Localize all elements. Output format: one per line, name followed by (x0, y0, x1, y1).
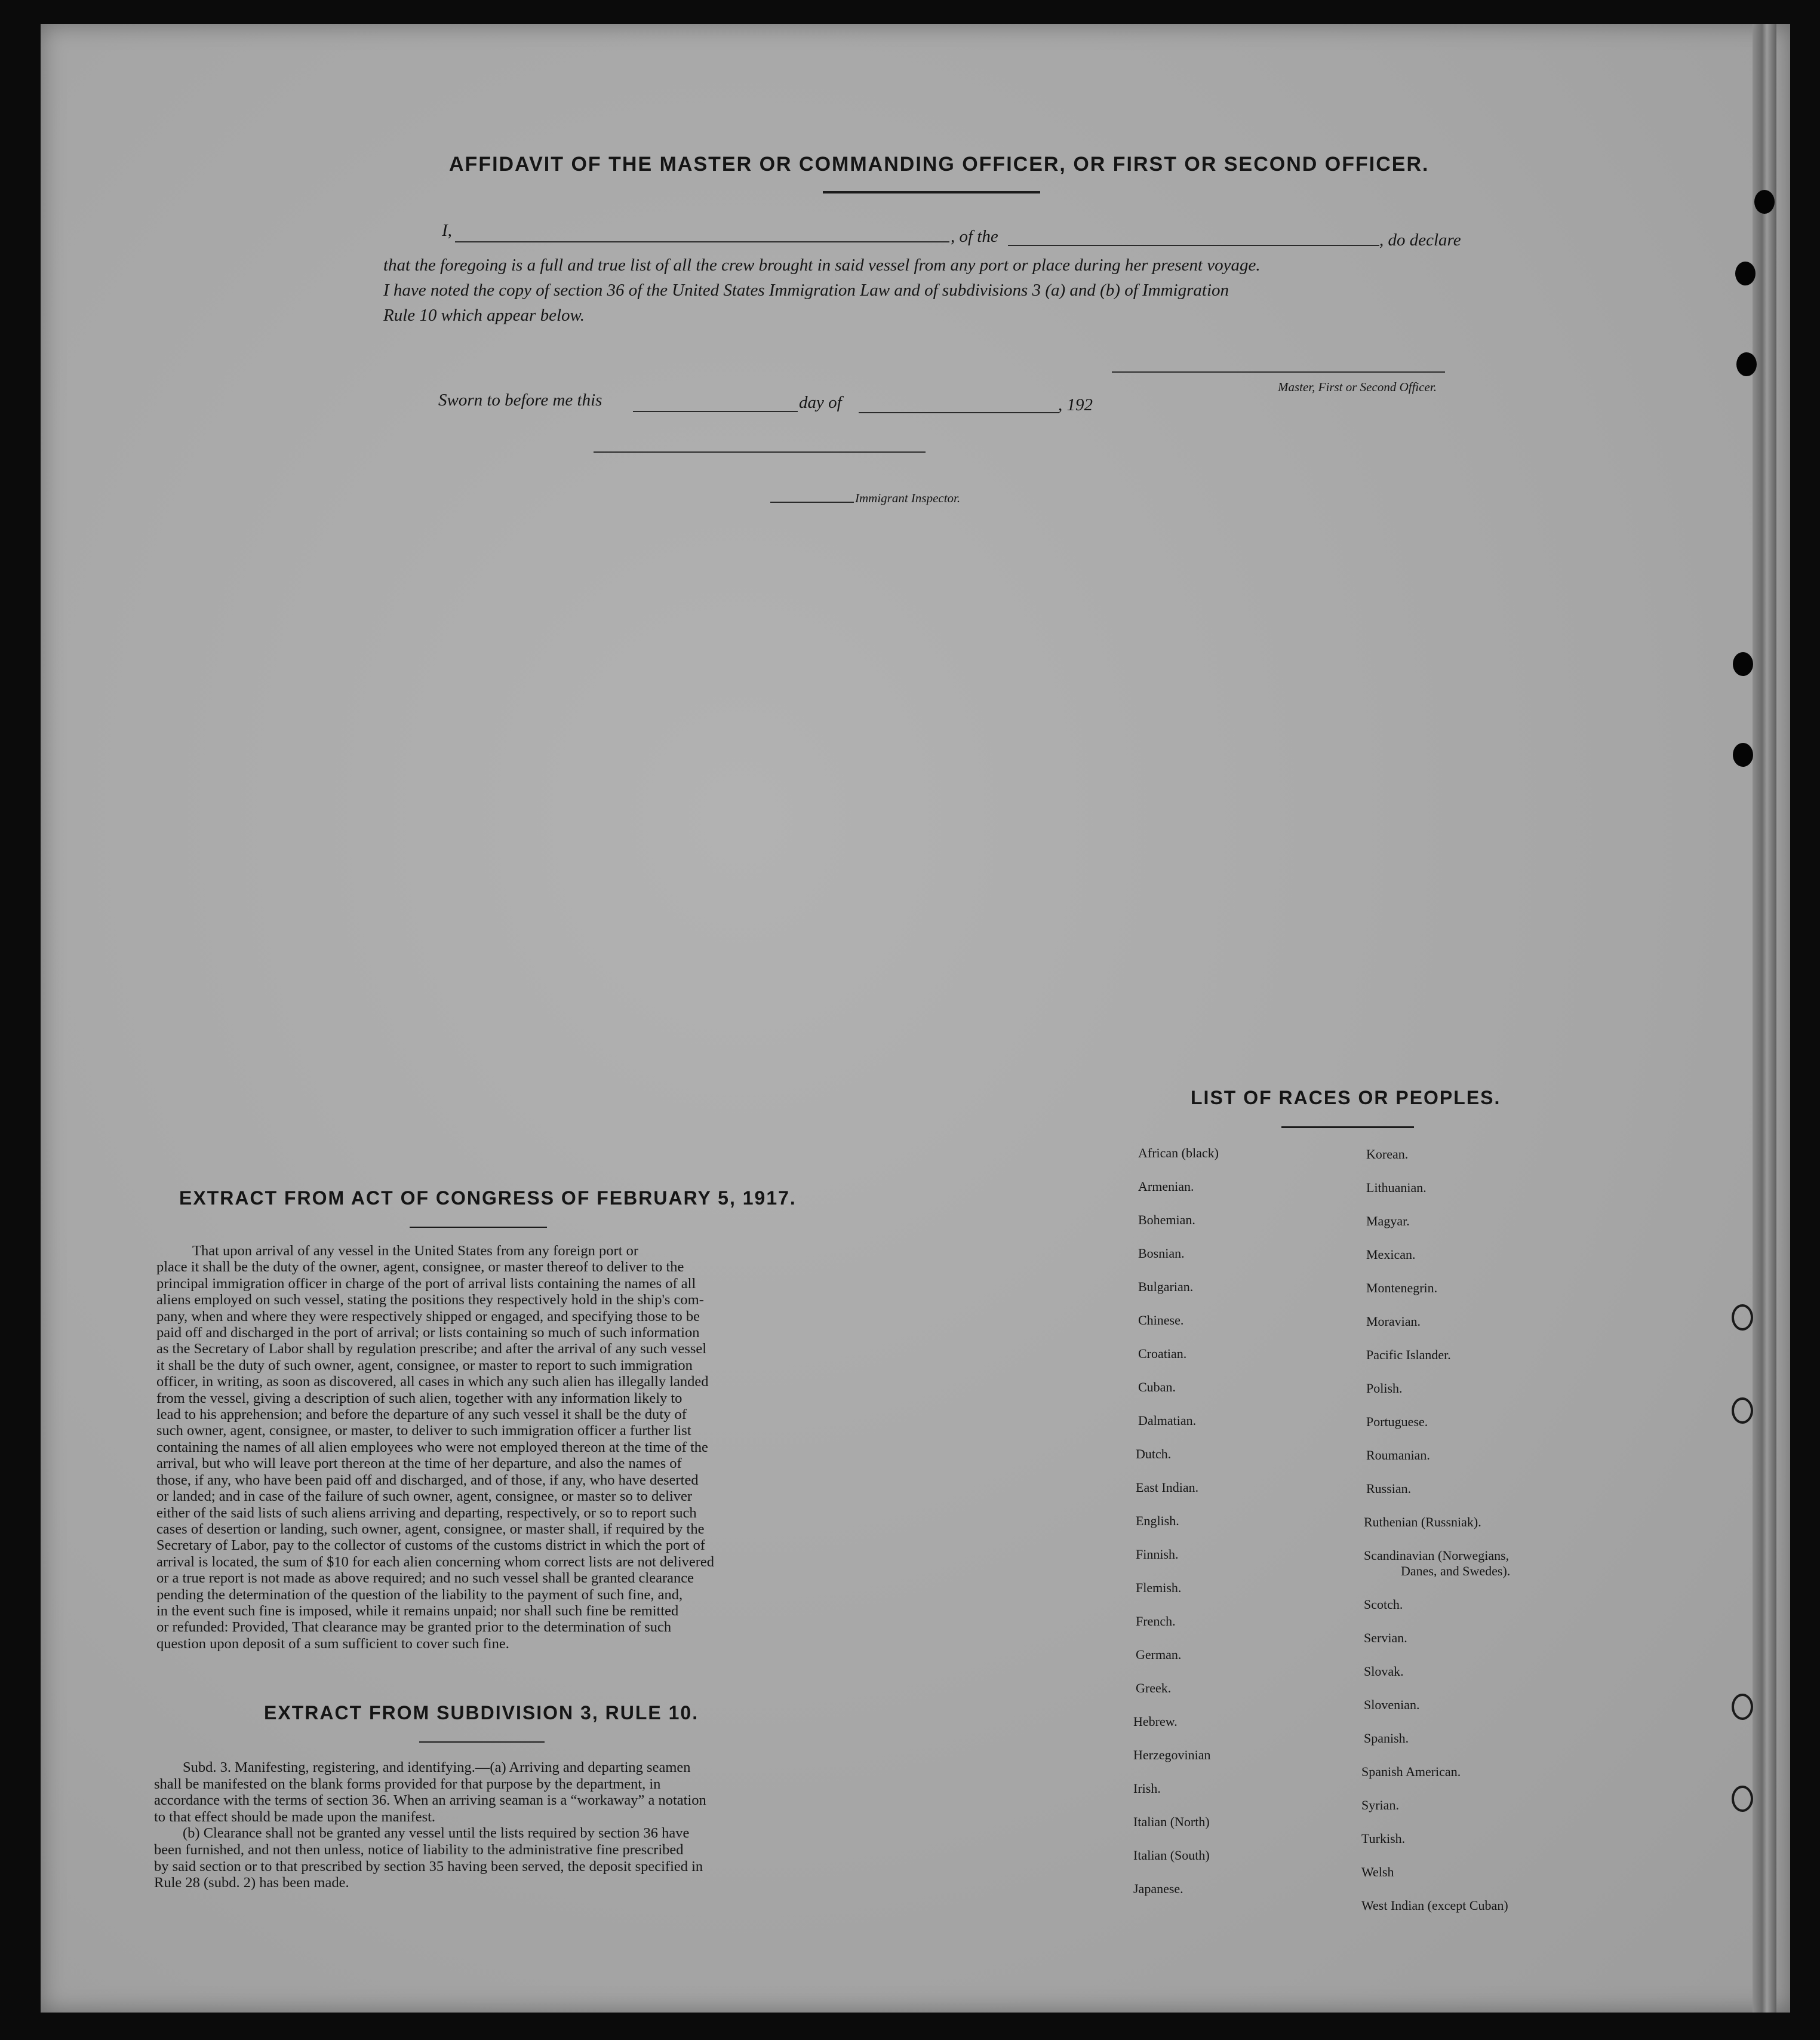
race-item: Italian (South) (1133, 1848, 1210, 1863)
race-item: Armenian. (1138, 1179, 1194, 1194)
binder-hole (1732, 1694, 1753, 1720)
race-item: English. (1136, 1513, 1179, 1528)
race-item: Korean. (1366, 1147, 1409, 1162)
vessel-blank (1008, 245, 1379, 246)
race-item: Cuban. (1138, 1380, 1176, 1394)
race-item: Russian. (1366, 1481, 1412, 1496)
act-text-line: those, if any, who have been paid off and discharged, and of those, if any, who have deserted (156, 1471, 699, 1488)
binder-hole (1733, 652, 1753, 676)
act-text-line: question upon deposit of a sum sufficient to cover such fine. (156, 1635, 509, 1652)
race-item: Turkish. (1361, 1831, 1406, 1846)
affidavit-i: I, (442, 221, 452, 240)
race-item: West Indian (except Cuban) (1361, 1898, 1508, 1913)
race-item: Portuguese. (1366, 1414, 1428, 1429)
binder-hole (1735, 262, 1756, 285)
act-text-line: either of the said lists of such aliens arriving and departing, respectively, or so to report such (156, 1504, 697, 1521)
race-item: Hebrew. (1133, 1714, 1178, 1729)
act-text-line: That upon arrival of any vessel in the United States from any foreign port or (192, 1243, 639, 1259)
act-text-line: or refunded: Provided, That clearance may be granted prior to the determination of such (156, 1619, 672, 1636)
rule-text-line: been furnished, and not then unless, notice of liability to the administrative fine prescribed (154, 1841, 684, 1858)
race-item: Ruthenian (Russniak). (1364, 1514, 1481, 1529)
race-item: Bulgarian. (1138, 1279, 1194, 1294)
race-item: Moravian. (1366, 1314, 1421, 1329)
act-extract-body (156, 1243, 824, 1652)
affidavit-text-3: I have noted the copy of section 36 of the United States Immigration Law and of subdivisions 3 (a) and (b) of Immigration (383, 281, 1229, 300)
act-text-line: such owner, agent, consignee, or master, to deliver to such immigration officer a further list (156, 1423, 691, 1439)
affidavit-text-2: that the foregoing is a full and true list of all the crew brought in said vessel from any port or place during her present voyage. (383, 256, 1261, 275)
race-item: Spanish American. (1361, 1764, 1461, 1779)
race-item: Chinese. (1138, 1313, 1184, 1328)
race-item: Herzegovinian (1133, 1747, 1211, 1762)
race-item: Dutch. (1136, 1446, 1172, 1461)
act-text-line: pany, when and where they were respectively shipped or engaged, and specifying those to be (156, 1308, 700, 1325)
master-signature-line (1112, 371, 1445, 373)
day-of-text: day of (799, 393, 842, 412)
race-item: Scotch. (1364, 1597, 1403, 1612)
race-item: Syrian. (1361, 1798, 1399, 1812)
race-item: Magyar. (1366, 1213, 1410, 1228)
race-item: German. (1136, 1647, 1182, 1662)
act-text-line: Secretary of Labor, pay to the collector of customs of the customs district in which the port of (156, 1537, 705, 1554)
race-item: Croatian. (1138, 1346, 1187, 1361)
binder-hole (1736, 352, 1757, 376)
master-signature-label: Master, First or Second Officer. (1278, 380, 1437, 394)
rule-text-line: to that effect should be made upon the manifest. (154, 1808, 436, 1825)
races-title: LIST OF RACES OR PEOPLES. (1191, 1087, 1501, 1108)
race-item: Scandinavian (Norwegians, (1364, 1548, 1510, 1563)
rule-extract-body (154, 1759, 823, 1891)
race-item: Slovenian. (1364, 1697, 1420, 1712)
race-item: Slovak. (1364, 1664, 1404, 1679)
rule-text-line: Subd. 3. Manifesting, registering, and identifying.—(a) Arriving and departing seamen (183, 1759, 691, 1775)
race-item: Polish. (1366, 1381, 1403, 1396)
month-blank (859, 412, 1059, 413)
binder-hole (1732, 1397, 1753, 1424)
race-item: Irish. (1133, 1781, 1161, 1796)
binder-hole (1732, 1304, 1753, 1331)
race-item: African (black) (1138, 1145, 1219, 1160)
affidavit-text-4: Rule 10 which appear below. (383, 306, 585, 325)
act-text-line: arrival is located, the sum of $10 for each alien concerning whom correct lists are not delivered (156, 1553, 715, 1570)
name-blank (455, 241, 949, 242)
race-item: Pacific Islander. (1366, 1347, 1451, 1362)
title-rule (823, 191, 1040, 193)
act-text-line: containing the names of all alien employees who were not employed thereon at the time of the (156, 1439, 708, 1455)
act-text-line: paid off and discharged in the port of arrival; or lists containing so much of such information (156, 1325, 700, 1341)
race-item: Lithuanian. (1366, 1180, 1427, 1195)
act-text-line: from the vessel, giving a description of such alien, together with any information likely to (156, 1390, 682, 1406)
act-text-line: or landed; and in case of the failure of such owner, agent, consignee, or master so to deliver (156, 1488, 693, 1505)
race-item: Italian (North) (1133, 1814, 1210, 1829)
rule-text-line: Rule 28 (subd. 2) has been made. (154, 1875, 349, 1891)
affidavit-title: AFFIDAVIT OF THE MASTER OR COMMANDING OFFICER, OR FIRST OR SECOND OFFICER. (449, 153, 1429, 176)
act-title-rule (410, 1227, 547, 1228)
race-item: Bosnian. (1138, 1246, 1185, 1261)
act-text-line: aliens employed on such vessel, stating the positions they respectively hold in the ship's com- (156, 1292, 704, 1308)
race-item: Mexican. (1366, 1247, 1416, 1262)
act-text-line: pending the determination of the question of the liability to the payment of such fine, and, (156, 1586, 683, 1603)
races-title-rule (1281, 1126, 1414, 1128)
binder-hole (1754, 190, 1775, 214)
race-item: Spanish. (1364, 1731, 1409, 1746)
page-edge (1753, 24, 1776, 2013)
race-item: Montenegrin. (1366, 1280, 1438, 1295)
race-item: Bohemian. (1138, 1212, 1195, 1227)
race-item: French. (1136, 1614, 1176, 1629)
act-text-line: or a true report is not made as above required; and no such vessel shall be granted clearance (156, 1570, 694, 1587)
race-item: Finnish. (1136, 1547, 1179, 1562)
act-text-line: principal immigration officer in charge of the port of arrival lists containing the names of all (156, 1275, 696, 1292)
race-item: Welsh (1361, 1864, 1394, 1879)
race-item: Servian. (1364, 1630, 1407, 1645)
race-item: Greek. (1136, 1680, 1172, 1695)
binder-hole (1732, 1786, 1753, 1812)
sworn-text: Sworn to before me this (438, 391, 602, 410)
rule-text-line: shall be manifested on the blank forms provided for that purpose by the department, in (154, 1775, 661, 1792)
race-item: Dalmatian. (1138, 1413, 1197, 1428)
year-text: , 192 (1058, 395, 1093, 414)
rule-title-rule (419, 1741, 545, 1743)
inspector-label: Immigrant Inspector. (855, 491, 961, 505)
day-blank (633, 411, 798, 412)
act-text-line: officer, in writing, as soon as discovered, all cases in which any such alien has illegally landed (156, 1374, 709, 1390)
race-item: East Indian. (1136, 1480, 1199, 1495)
inspector-short-line (770, 502, 854, 503)
act-text-line: it shall be the duty of such owner, agent, consignee, or master to report to such immigration (156, 1357, 693, 1374)
race-item: Danes, and Swedes). (1401, 1563, 1511, 1578)
act-text-line: in the event such fine is imposed, while it remains unpaid; nor shall such fine be remitted (156, 1602, 679, 1619)
rule-text-line: accordance with the terms of section 36. When an arriving seaman is a “workaway” a notation (154, 1792, 706, 1809)
binder-hole (1733, 743, 1753, 767)
inspector-signature-line (594, 451, 926, 453)
rule-extract-title: EXTRACT FROM SUBDIVISION 3, RULE 10. (264, 1702, 699, 1723)
rule-text-line: (b) Clearance shall not be granted any vessel until the lists required by section 36 have (183, 1825, 690, 1842)
affidavit-do-declare: , do declare (1379, 231, 1461, 250)
act-extract-title: EXTRACT FROM ACT OF CONGRESS OF FEBRUARY 5, 1917. (179, 1187, 797, 1209)
race-item: Roumanian. (1366, 1448, 1430, 1463)
affidavit-of-the: , of the (951, 227, 998, 246)
act-text-line: place it shall be the duty of the owner, agent, consignee, or master thereof to deliver to the (156, 1259, 684, 1276)
rule-text-line: by said section or to that prescribed by section 35 having been served, the deposit specified in (154, 1858, 703, 1875)
act-text-line: as the Secretary of Labor shall by regulation prescribe; and after the arrival of any such vessel (156, 1341, 707, 1357)
act-text-line: cases of desertion or landing, such owner, agent, consignee, or master shall, if required by the (156, 1520, 705, 1537)
act-text-line: arrival, but who will leave port thereon at the time of her departure, and also the names of (156, 1455, 682, 1472)
race-item: Flemish. (1136, 1580, 1182, 1595)
act-text-line: lead to his apprehension; and before the departure of any such vessel it shall be the duty of (156, 1406, 687, 1423)
race-item: Japanese. (1133, 1881, 1183, 1896)
